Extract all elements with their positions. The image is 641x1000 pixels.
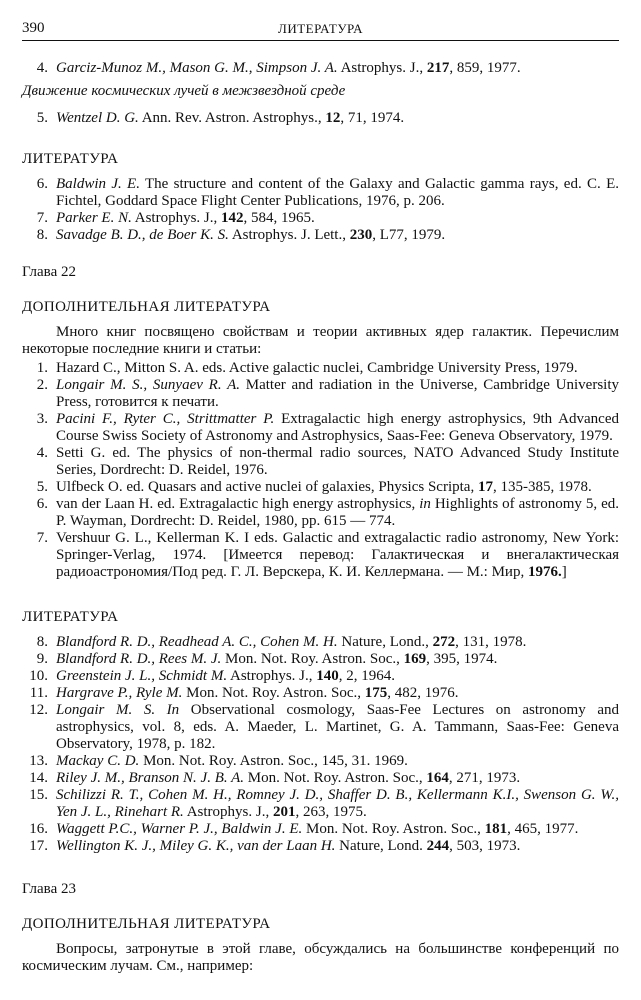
reference-text — [56, 479, 619, 496]
reference-body: Observational cosmology, Saas-Fee Lectures on astronomy and astrophysics, vol. 8, eds. A. Maeder, L. Martinet, G. A. Tammann, Saas-Fee: Geneva Observatory, 1978, p. 182. — [56, 702, 619, 752]
page-number: 390 — [22, 20, 45, 36]
reference-text — [56, 377, 619, 411]
reference-number: 11. — [29, 685, 48, 701]
additional-literature-list-1 — [22, 360, 619, 581]
reference-tail: , 271, 1973. — [448, 770, 521, 786]
reference-body: Mon. Not. Roy. Astron. Soc., — [221, 651, 404, 667]
reference-item — [22, 360, 619, 377]
reference-body: Astrophys. J., — [131, 210, 222, 226]
literature-title-2: ЛИТЕРАТУРА — [22, 609, 119, 625]
reference-item — [22, 60, 619, 77]
reference-body: Astrophys. J., — [337, 60, 427, 76]
reference-body: Vershuur G. L., Kellerman K. I eds. Galactic and extragalactic radio astronomy, New York: Springer-Verlag, 1974. [Имеется перевод: Галактическая и внегалактическая радиоастрономия/Под ред. Г. Л. Верскера, К. И. Келлермана. — М.: Мир, — [56, 530, 619, 580]
reference-body: Mon. Not. Roy. Astron. Soc., 145, 31. 1969. — [139, 753, 408, 769]
reference-tail: , 503, 1973. — [449, 838, 521, 854]
reference-text — [56, 651, 619, 668]
reference-item — [22, 411, 619, 445]
reference-item — [22, 210, 619, 227]
reference-body: Hazard C., Mitton S. A. eds. Active galactic nuclei, Cambridge University Press, 1979. — [56, 360, 578, 376]
reference-volume: 164 — [426, 770, 449, 786]
reference-text — [56, 110, 619, 127]
reference-body: Astrophys. J., — [227, 668, 317, 684]
reference-text — [56, 60, 619, 77]
reference-number: 8. — [36, 634, 48, 650]
reference-text — [56, 838, 619, 855]
page-content — [22, 60, 619, 977]
reference-item — [22, 479, 619, 496]
reference-number: 12. — [29, 702, 48, 718]
reference-text — [56, 685, 619, 702]
reference-number: 15. — [29, 787, 48, 803]
reference-text — [56, 210, 619, 227]
reference-authors: Riley J. M., Branson N. J. B. A. — [56, 770, 245, 786]
reference-volume: 244 — [426, 838, 450, 854]
literature-title-1: ЛИТЕРАТУРА — [22, 151, 119, 167]
reference-text — [56, 227, 619, 244]
reference-item — [22, 702, 619, 753]
reference-body: Matter and radiation in the Universe, Cambridge University Press, готовится к печати. — [56, 377, 619, 410]
reference-body: van der Laan H. ed. Extragalactic high energy astrophysics, — [56, 496, 420, 512]
reference-body: Astrophys. J., — [183, 804, 273, 820]
reference-item — [22, 753, 619, 770]
reference-item — [22, 496, 619, 530]
literature-list-1 — [22, 176, 619, 244]
reference-number: 7. — [36, 210, 48, 226]
reference-item — [22, 838, 619, 855]
reference-text — [56, 753, 619, 770]
reference-number: 1. — [36, 360, 48, 376]
reference-text — [56, 821, 619, 838]
reference-text — [56, 496, 619, 530]
reference-tail: , 263, 1975. — [295, 804, 367, 820]
reference-volume: 17 — [477, 479, 493, 495]
running-title: ЛИТЕРАТУРА — [278, 21, 363, 36]
reference-item — [22, 770, 619, 787]
reference-volume: 1976. — [527, 564, 562, 580]
reference-item — [22, 651, 619, 668]
reference-volume: 217 — [426, 60, 450, 76]
reference-authors: Baldwin J. E. — [56, 176, 140, 192]
reference-item — [22, 445, 619, 479]
reference-authors: Blandford R. D., Rees M. J. — [56, 651, 222, 667]
reference-authors: Wellington K. J., Miley G. K., van der Laan H. — [56, 838, 336, 854]
reference-item — [22, 530, 619, 581]
reference-body: Mon. Not. Roy. Astron. Soc., — [302, 821, 485, 837]
additional-literature-intro-2: Вопросы, затронутые в этой главе, обсуждались на большинстве конференций по космическим лучам. См., например: — [22, 941, 619, 974]
reference-authors: Wentzel D. G. — [56, 110, 139, 126]
reference-tail: , 2, 1964. — [338, 668, 396, 684]
reference-authors: Waggett P.C., Warner P. J., Baldwin J. E. — [56, 821, 303, 837]
reference-body: The structure and content of the Galaxy and Galactic gamma rays, ed. C. E. Fichtel, Goddard Space Flight Center Publications, 1976, p. 206. — [56, 176, 619, 209]
reference-tail: Highlights of astronomy 5, ed. P. Wayman, Dordrecht: D. Reidel, 1980, pp. 615 — 774. — [56, 496, 619, 529]
reference-authors: Savadge B. D., de Boer K. S. — [56, 227, 229, 243]
reference-authors: Parker E. N. — [56, 210, 132, 226]
reference-text — [56, 770, 619, 787]
reference-number: 9. — [36, 651, 48, 667]
header-rule — [22, 40, 619, 41]
reference-authors: Garciz-Munoz M., Mason G. M., Simpson J. A. — [56, 60, 338, 76]
reference-number: 5. — [36, 110, 48, 126]
reference-body: Setti G. ed. The physics of non-thermal radio sources, NATO Advanced Study Institute Series, Dordrecht: D. Reidel, 1976. — [56, 445, 619, 478]
reference-5 — [22, 110, 619, 127]
reference-number: 4. — [36, 445, 48, 461]
reference-italic: in — [419, 496, 431, 512]
reference-volume: 230 — [349, 227, 373, 243]
reference-text — [56, 360, 619, 377]
reference-volume: 169 — [403, 651, 427, 667]
reference-volume: 142 — [221, 210, 244, 226]
reference-item — [22, 176, 619, 210]
reference-number: 3. — [36, 411, 48, 427]
reference-authors: Mackay C. D. — [56, 753, 140, 769]
reference-body: Mon. Not. Roy. Astron. Soc., — [182, 685, 365, 701]
reference-tail: , 131, 1978. — [455, 634, 527, 650]
reference-tail: , 71, 1974. — [340, 110, 405, 126]
reference-body: Astrophys. J. Lett., — [228, 227, 350, 243]
reference-text — [56, 787, 619, 821]
additional-literature-title-2: ДОПОЛНИТЕЛЬНАЯ ЛИТЕРАТУРА — [22, 916, 271, 932]
reference-volume: 140 — [316, 668, 339, 684]
additional-literature-intro-1: Много книг посвящено свойствам и теории активных ядер галактик. Перечислим некоторые последние книги и статьи: — [22, 324, 619, 357]
reference-number: 13. — [29, 753, 48, 769]
reference-tail: , L77, 1979. — [372, 227, 446, 243]
chapter-22-heading: Глава 22 — [22, 264, 76, 280]
reference-volume: 272 — [432, 634, 456, 650]
reference-text — [56, 445, 619, 479]
reference-number: 10. — [29, 668, 48, 684]
reference-tail: , 135-385, 1978. — [492, 479, 592, 495]
reference-volume: 181 — [484, 821, 508, 837]
reference-item — [22, 227, 619, 244]
reference-authors: Schilizzi R. T., Cohen M. H., Romney J. D., Shaffer D. B., Kellermann K.I., Swenson G. W., Yen J. L., Rinehart R. — [56, 787, 619, 820]
reference-tail: , 584, 1965. — [243, 210, 315, 226]
reference-number: 6. — [36, 176, 48, 192]
reference-number: 2. — [36, 377, 48, 393]
reference-item — [22, 787, 619, 821]
reference-authors: Greenstein J. L., Schmidt M. — [56, 668, 228, 684]
additional-literature-title-1: ДОПОЛНИТЕЛЬНАЯ ЛИТЕРАТУРА — [22, 299, 271, 315]
reference-body: Extragalactic high energy astrophysics, 9th Advanced Course Swiss Society of Astronomy and Astrophysics, Saas-Fee: Geneva Observatory, 1979. — [56, 411, 619, 444]
section-subtitle: Движение космических лучей в межзвездной среде — [22, 83, 346, 99]
reference-body: Ann. Rev. Astron. Astrophys., — [138, 110, 326, 126]
reference-item — [22, 668, 619, 685]
reference-item — [22, 685, 619, 702]
reference-authors: Hargrave P., Ryle M. — [56, 685, 183, 701]
reference-item — [22, 110, 619, 127]
reference-body: Nature, Lond. — [335, 838, 427, 854]
literature-list-2 — [22, 634, 619, 855]
reference-number: 17. — [29, 838, 48, 854]
reference-authors: Longair M. S. In — [56, 702, 180, 718]
reference-text — [56, 668, 619, 685]
reference-tail: , 859, 1977. — [449, 60, 521, 76]
reference-text — [56, 634, 619, 651]
reference-volume: 12 — [325, 110, 341, 126]
reference-volume: 201 — [272, 804, 296, 820]
reference-item — [22, 821, 619, 838]
reference-volume: 175 — [364, 685, 388, 701]
reference-number: 16. — [29, 821, 48, 837]
reference-tail: , 482, 1976. — [387, 685, 459, 701]
reference-number: 5. — [36, 479, 48, 495]
reference-body: Nature, Lond., — [337, 634, 433, 650]
reference-body: Ulfbeck O. ed. Quasars and active nuclei of galaxies, Physics Scripta, — [56, 479, 478, 495]
reference-authors: Longair M. S., Sunyaev R. A. — [56, 377, 240, 393]
chapter-23-heading: Глава 23 — [22, 881, 76, 897]
reference-authors: Pacini F., Ryter C., Strittmatter P. — [56, 411, 275, 427]
reference-number: 7. — [36, 530, 48, 546]
reference-tail: , 465, 1977. — [507, 821, 579, 837]
reference-text — [56, 411, 619, 445]
reference-text — [56, 702, 619, 753]
reference-item — [22, 634, 619, 651]
top-reference-list — [22, 60, 619, 77]
reference-authors: Blandford R. D., Readhead A. C., Cohen M. H. — [56, 634, 338, 650]
reference-tail: , 395, 1974. — [426, 651, 498, 667]
reference-text — [56, 176, 619, 210]
reference-number: 8. — [36, 227, 48, 243]
reference-number: 4. — [36, 60, 48, 76]
reference-item — [22, 377, 619, 411]
page-header — [22, 20, 619, 38]
reference-number: 6. — [36, 496, 48, 512]
reference-tail: ] — [561, 564, 567, 580]
reference-text — [56, 530, 619, 581]
reference-number: 14. — [29, 770, 48, 786]
reference-body: Mon. Not. Roy. Astron. Soc., — [244, 770, 427, 786]
